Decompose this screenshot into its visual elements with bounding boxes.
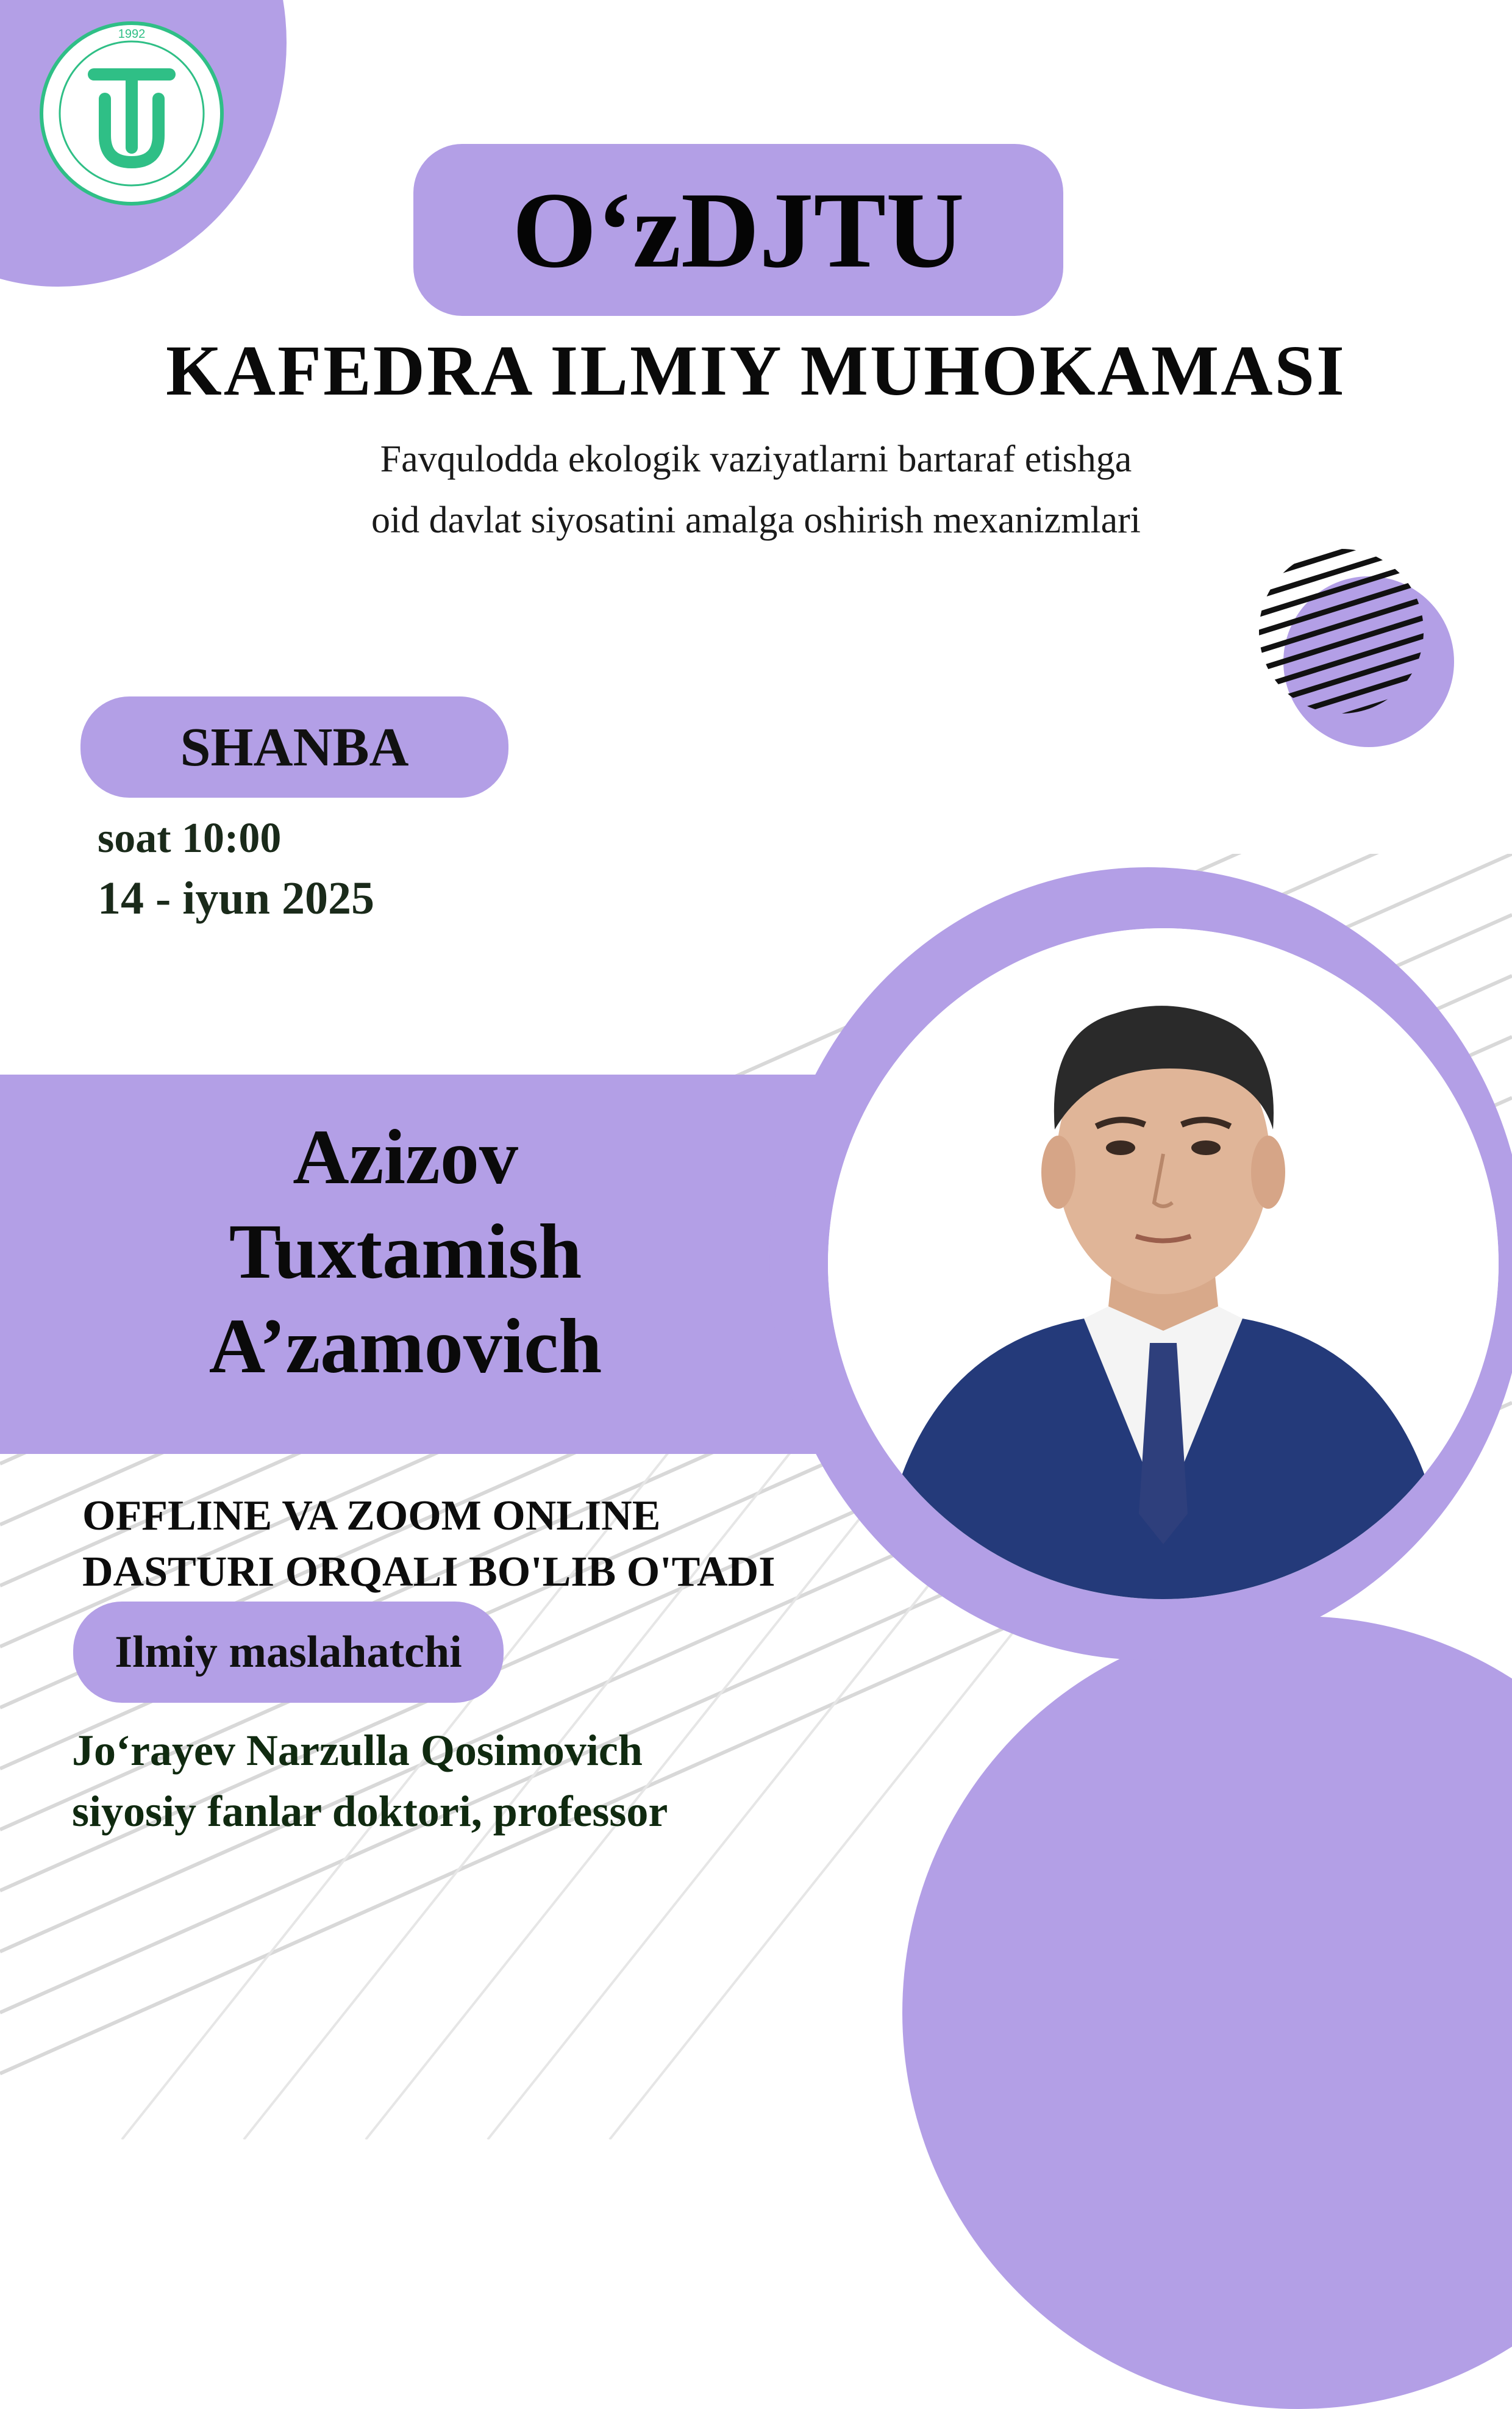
speaker-name-line-3: A’zamovich <box>209 1303 602 1389</box>
striped-circle-icon <box>1256 546 1427 717</box>
event-format <box>82 1488 775 1600</box>
subtitle-line-2: oid davlat siyosatini amalga oshirish mexanizmlari <box>371 499 1141 541</box>
portrait-illustration <box>828 928 1499 1599</box>
title-text: O‘zDJTU <box>512 170 965 290</box>
event-date: 14 - iyun 2025 <box>98 873 374 924</box>
speaker-portrait <box>828 928 1499 1599</box>
advisor-label: Ilmiy maslahatchi <box>115 1627 462 1677</box>
speaker-name-line-1: Azizov <box>293 1114 518 1200</box>
university-logo <box>38 20 226 207</box>
advisor-title: siyosiy fanlar doktori, professor <box>72 1787 668 1836</box>
day-badge <box>80 696 508 798</box>
event-format-line-2: DASTURI ORQALI BO'LIB O'TADI <box>82 1548 776 1595</box>
speaker-name-line-2: Tuxtamish <box>229 1208 582 1295</box>
event-time: soat 10:00 <box>98 815 282 862</box>
advisor-badge <box>73 1602 504 1703</box>
speaker-name <box>0 1110 811 1394</box>
advisor-name: Jo‘rayev Narzulla Qosimovich <box>72 1726 643 1775</box>
logo-year: 1992 <box>118 27 146 41</box>
advisor-info <box>72 1720 668 1842</box>
subtitle-line-1: Favqulodda ekologik vaziyatlarni bartaraf etishga <box>380 438 1132 480</box>
subtitle <box>0 440 1512 562</box>
page-heading: KAFEDRA ILMIY MUHOKAMASI <box>166 331 1346 410</box>
day-label: SHANBA <box>180 717 409 778</box>
event-format-line-1: OFFLINE VA ZOOM ONLINE <box>82 1492 661 1539</box>
title-badge <box>413 144 1063 316</box>
